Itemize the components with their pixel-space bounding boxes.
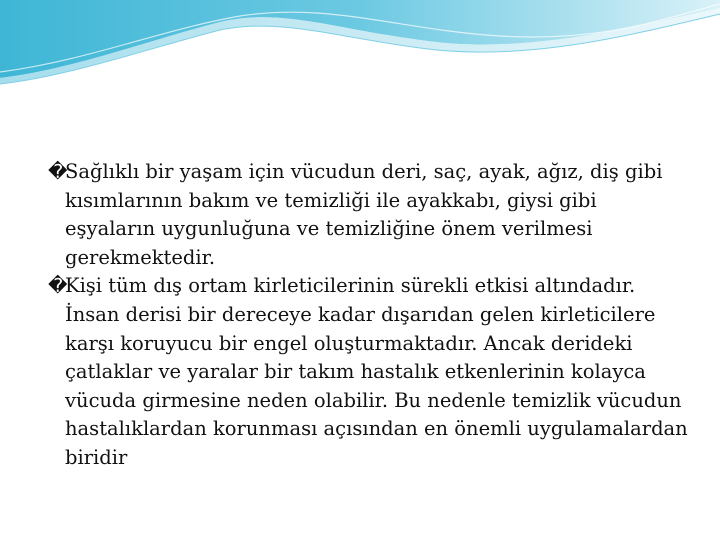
bullet-marker-icon: � — [48, 161, 68, 183]
paragraph-text: Sağlıklı bir yaşam için vücudun deri, saç, ayak, ağız, diş gibi kısımlarının bakım ve temizliği ile ayakkabı, giysi gibi eşyaların uygunluğuna ve temizliğine önem verilmesi gerekmektedir. — [65, 160, 663, 269]
bullet-marker-icon: � — [48, 275, 68, 298]
bullet-paragraph-2 — [48, 272, 688, 472]
slide-body — [48, 158, 688, 473]
paragraph-text: Kişi tüm dış ortam kirleticilerinin sürekli etkisi altındadır. İnsan derisi bir dereceye kadar dışarıdan gelen kirleticilere karşı koruyucu bir engel oluşturmaktadır. Ancak derideki çatlaklar ve yaralar bir takım hastalık etkenlerinin kolayca vücuda girmesine neden olabilir. Bu nedenle temizlik vücudun hastalıklardan korunması açısından en önemli uygulamalardan biridir — [65, 274, 688, 469]
bullet-paragraph-1 — [48, 158, 688, 272]
header-wave-decoration — [0, 0, 720, 90]
